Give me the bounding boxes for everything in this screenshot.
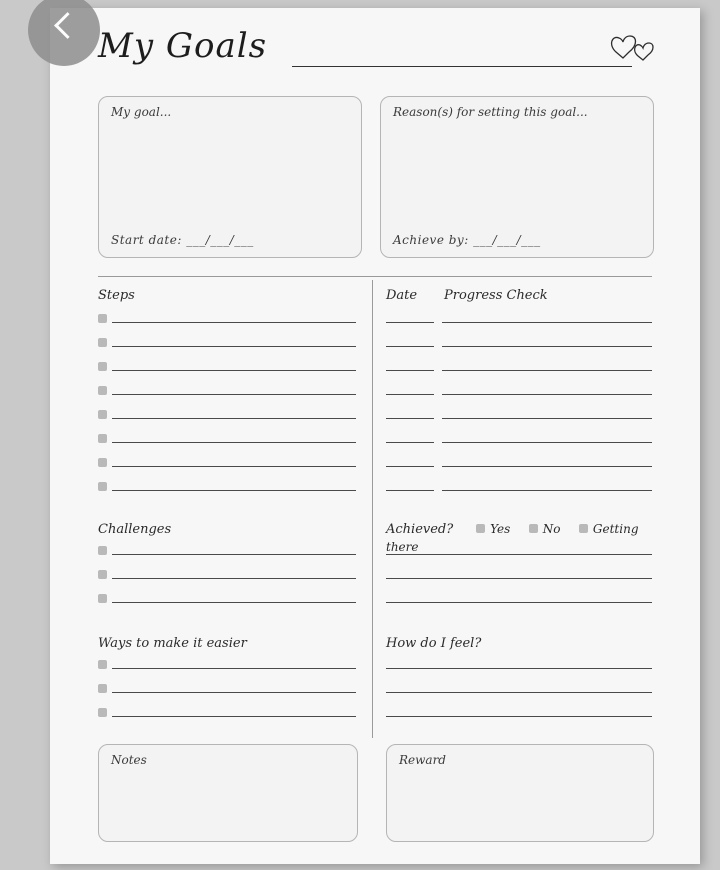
double-heart-icon — [606, 30, 658, 66]
page-title: My Goals — [98, 26, 268, 66]
easier-line[interactable] — [112, 668, 356, 669]
achieved-line[interactable] — [386, 602, 652, 603]
feel-heading: How do I feel? — [386, 636, 482, 651]
list-bullet — [98, 660, 107, 669]
checkbox-no-label: No — [542, 521, 561, 536]
steps-heading: Steps — [98, 288, 135, 303]
date-line[interactable] — [386, 466, 434, 467]
list-bullet — [98, 314, 107, 323]
reward-label: Reward — [399, 753, 446, 767]
date-line[interactable] — [386, 322, 434, 323]
easier-line[interactable] — [112, 716, 356, 717]
challenges-line[interactable] — [112, 578, 356, 579]
progress-line[interactable] — [442, 442, 652, 443]
achieved-heading: Achieved? — [386, 522, 454, 537]
easier-heading: Ways to make it easier — [98, 636, 247, 651]
date-line[interactable] — [386, 346, 434, 347]
steps-line[interactable] — [112, 490, 356, 491]
start-date-field[interactable]: Start date: ___/___/___ — [111, 233, 254, 247]
list-bullet — [98, 594, 107, 603]
checkbox-yes[interactable] — [476, 524, 485, 533]
achieved-line[interactable] — [386, 554, 652, 555]
checkbox-getting-there-label: Getting there — [386, 521, 639, 554]
reasons-label: Reason(s) for setting this goal... — [393, 105, 588, 119]
list-bullet — [98, 570, 107, 579]
achieve-by-field[interactable]: Achieve by: ___/___/___ — [393, 233, 541, 247]
notes-box[interactable] — [98, 744, 358, 842]
date-heading: Date — [386, 288, 418, 303]
column-divider — [372, 280, 373, 738]
progress-check-heading: Progress Check — [444, 288, 548, 303]
page-header — [98, 26, 658, 76]
checkbox-getting-there[interactable] — [579, 524, 588, 533]
feel-line[interactable] — [386, 716, 652, 717]
date-line[interactable] — [386, 442, 434, 443]
steps-line[interactable] — [112, 322, 356, 323]
steps-line[interactable] — [112, 394, 356, 395]
date-line[interactable] — [386, 490, 434, 491]
checkbox-no[interactable] — [529, 524, 538, 533]
steps-line[interactable] — [112, 442, 356, 443]
progress-line[interactable] — [442, 346, 652, 347]
reasons-box[interactable] — [380, 96, 654, 258]
section-divider-top — [98, 276, 652, 277]
my-goal-box[interactable] — [98, 96, 362, 258]
list-bullet — [98, 546, 107, 555]
title-underline — [292, 66, 632, 67]
reward-box[interactable] — [386, 744, 654, 842]
list-bullet — [98, 708, 107, 717]
list-bullet — [98, 482, 107, 491]
list-bullet — [98, 386, 107, 395]
progress-line[interactable] — [442, 370, 652, 371]
challenges-line[interactable] — [112, 554, 356, 555]
list-bullet — [98, 458, 107, 467]
progress-line[interactable] — [442, 394, 652, 395]
page-content — [68, 8, 682, 864]
feel-line[interactable] — [386, 692, 652, 693]
list-bullet — [98, 434, 107, 443]
checkbox-yes-label: Yes — [490, 521, 511, 536]
list-bullet — [98, 362, 107, 371]
achieved-row — [386, 520, 656, 556]
progress-line[interactable] — [442, 490, 652, 491]
my-goal-label: My goal... — [111, 105, 172, 119]
easier-line[interactable] — [112, 692, 356, 693]
steps-line[interactable] — [112, 346, 356, 347]
progress-line[interactable] — [442, 418, 652, 419]
achieved-line[interactable] — [386, 578, 652, 579]
steps-line[interactable] — [112, 418, 356, 419]
list-bullet — [98, 410, 107, 419]
challenges-line[interactable] — [112, 602, 356, 603]
challenges-heading: Challenges — [98, 522, 172, 537]
list-bullet — [98, 684, 107, 693]
steps-line[interactable] — [112, 466, 356, 467]
date-line[interactable] — [386, 418, 434, 419]
notes-label: Notes — [111, 753, 147, 767]
list-bullet — [98, 338, 107, 347]
planner-page — [50, 8, 700, 864]
feel-line[interactable] — [386, 668, 652, 669]
steps-line[interactable] — [112, 370, 356, 371]
progress-line[interactable] — [442, 322, 652, 323]
progress-line[interactable] — [442, 466, 652, 467]
date-line[interactable] — [386, 394, 434, 395]
date-line[interactable] — [386, 370, 434, 371]
chevron-left-icon — [54, 12, 81, 39]
